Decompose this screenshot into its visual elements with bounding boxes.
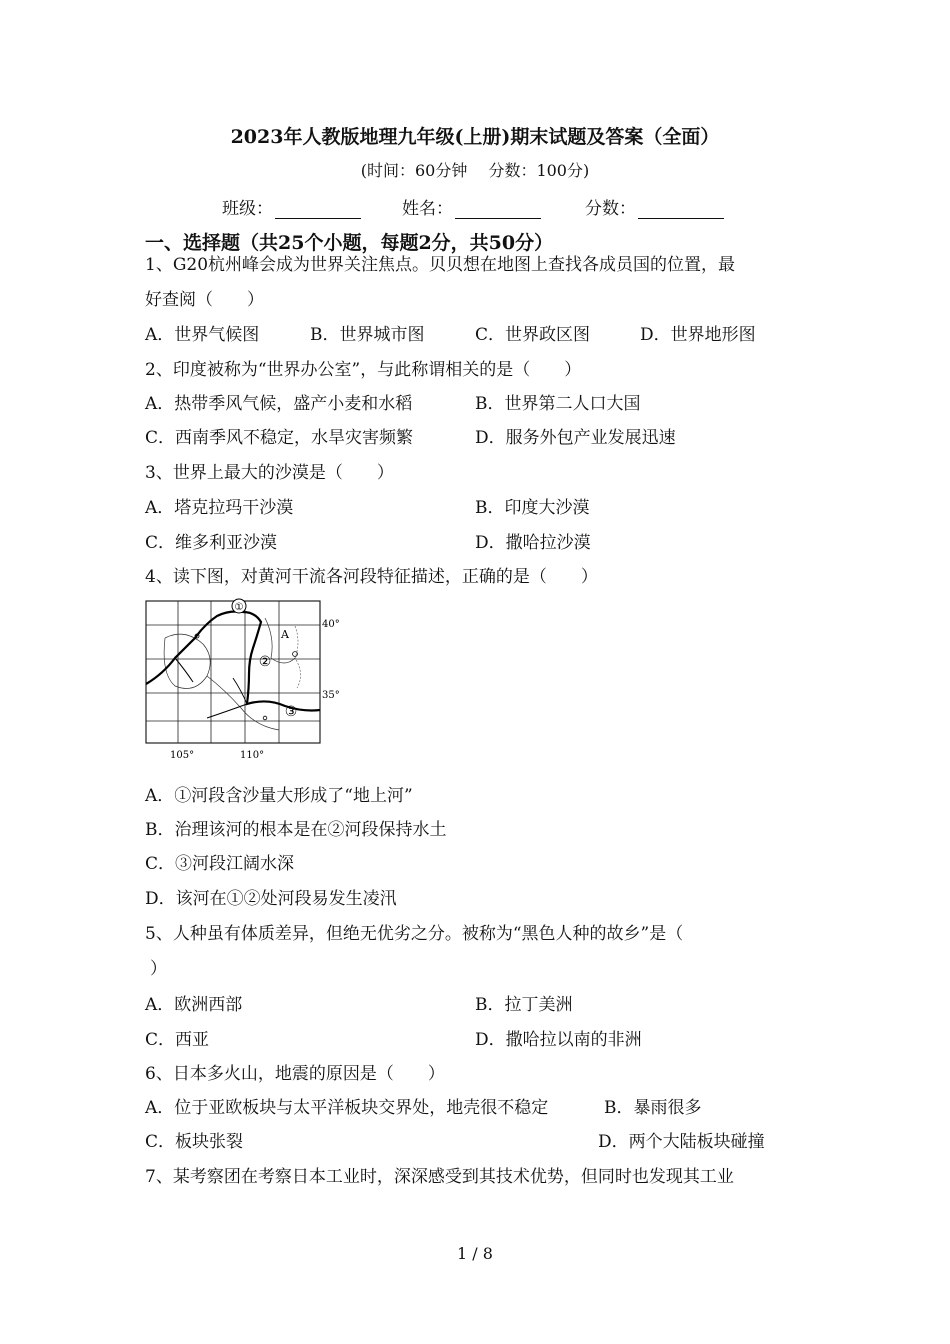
score-blank[interactable] <box>638 202 724 219</box>
city-marker <box>263 716 267 720</box>
q3-option-a: A．塔克拉玛干沙漠 <box>145 498 294 518</box>
marker-1: ① <box>234 602 244 613</box>
question-3-stem: 3、世界上最大的沙漠是（ ） <box>145 463 394 483</box>
class-field <box>222 194 361 219</box>
q2-option-d: D．服务外包产业发展迅速 <box>475 428 676 448</box>
q1-option-c: C．世界政区图 <box>475 325 591 345</box>
name-blank[interactable] <box>455 202 541 219</box>
question-7-stem: 7、某考察团在考察日本工业时，深深感受到其技术优势，但同时也发现其工业 <box>145 1167 734 1187</box>
q5-option-c: C．西亚 <box>145 1030 210 1050</box>
q1-option-a: A．世界气候图 <box>145 325 260 345</box>
q2-option-b: B．世界第二人口大国 <box>475 394 641 414</box>
yellow-river-map <box>145 598 345 762</box>
exam-subtitle: (时间：60分钟 分数：100分) <box>360 161 590 180</box>
class-blank[interactable] <box>275 202 361 219</box>
q5-option-b: B．拉丁美洲 <box>475 995 573 1015</box>
q1-option-b: B．世界城市图 <box>310 325 425 345</box>
tributary-line <box>207 704 247 718</box>
lat-35-label: 35° <box>322 690 340 701</box>
q5-option-a: A．欧洲西部 <box>145 995 243 1015</box>
question-5-stem-cont: ） <box>150 959 167 979</box>
q3-option-d: D．撒哈拉沙漠 <box>475 533 591 553</box>
q4-option-b: B．治理该河的根本是在②河段保持水土 <box>145 820 447 840</box>
question-2-stem: 2、印度被称为“世界办公室”，与此称谓相关的是（ ） <box>145 360 582 380</box>
section-title: 一、选择题（共25个小题，每题2分，共50分） <box>145 232 554 254</box>
city-marker <box>293 652 298 657</box>
score-field <box>585 194 724 219</box>
q4-option-d: D．该河在①②处河段易发生凌汛 <box>145 889 397 909</box>
score-label: 分数： <box>585 199 636 219</box>
name-label: 姓名： <box>402 199 453 219</box>
q3-option-b: B．印度大沙漠 <box>475 498 590 518</box>
map-frame <box>146 601 320 743</box>
lat-40-label: 40° <box>322 619 340 630</box>
question-4-stem: 4、读下图，对黄河干流各河段特征描述，正确的是（ ） <box>145 567 598 587</box>
lon-110-label: 110° <box>240 750 265 761</box>
mountain-ridge <box>295 626 301 688</box>
question-6-stem: 6、日本多火山，地震的原因是（ ） <box>145 1064 445 1084</box>
page-number: 1 / 8 <box>457 1244 493 1263</box>
name-field <box>402 194 541 219</box>
q6-option-a: A．位于亚欧板块与太平洋板块交界处，地壳很不稳定 <box>145 1098 549 1118</box>
marker-3: ③ <box>284 704 298 720</box>
yellow-river-line <box>146 612 320 711</box>
q5-option-d: D．撒哈拉以南的非洲 <box>475 1030 642 1050</box>
q4-option-c: C．③河段江阔水深 <box>145 854 295 874</box>
boundary-line <box>207 676 279 730</box>
q6-option-d: D．两个大陆板块碰撞 <box>598 1132 765 1152</box>
q4-option-a: A．①河段含沙量大形成了“地上河” <box>145 786 413 806</box>
q1-option-d: D．世界地形图 <box>640 325 756 345</box>
q6-option-b: B．暴雨很多 <box>604 1098 702 1118</box>
class-label: 班级： <box>222 199 273 219</box>
q2-option-a: A．热带季风气候，盛产小麦和水稻 <box>145 394 413 414</box>
question-1-stem: 1、G20杭州峰会成为世界关注焦点。贝贝想在地图上查找各成员国的位置，最 <box>145 255 736 275</box>
q3-option-c: C．维多利亚沙漠 <box>145 533 278 553</box>
page-title: 2023年人教版地理九年级(上册)期末试题及答案（全面） <box>230 126 720 148</box>
question-5-stem: 5、人种虽有体质差异，但绝无优劣之分。被称为“黑色人种的故乡”是（ <box>145 924 684 944</box>
marker-2: ② <box>258 654 272 670</box>
lon-105-label: 105° <box>170 750 195 761</box>
q2-option-c: C．西南季风不稳定，水旱灾害频繁 <box>145 428 414 448</box>
q6-option-c: C．板块张裂 <box>145 1132 244 1152</box>
marker-a: A <box>281 628 289 641</box>
question-1-stem-cont: 好查阅（ ） <box>145 290 264 310</box>
